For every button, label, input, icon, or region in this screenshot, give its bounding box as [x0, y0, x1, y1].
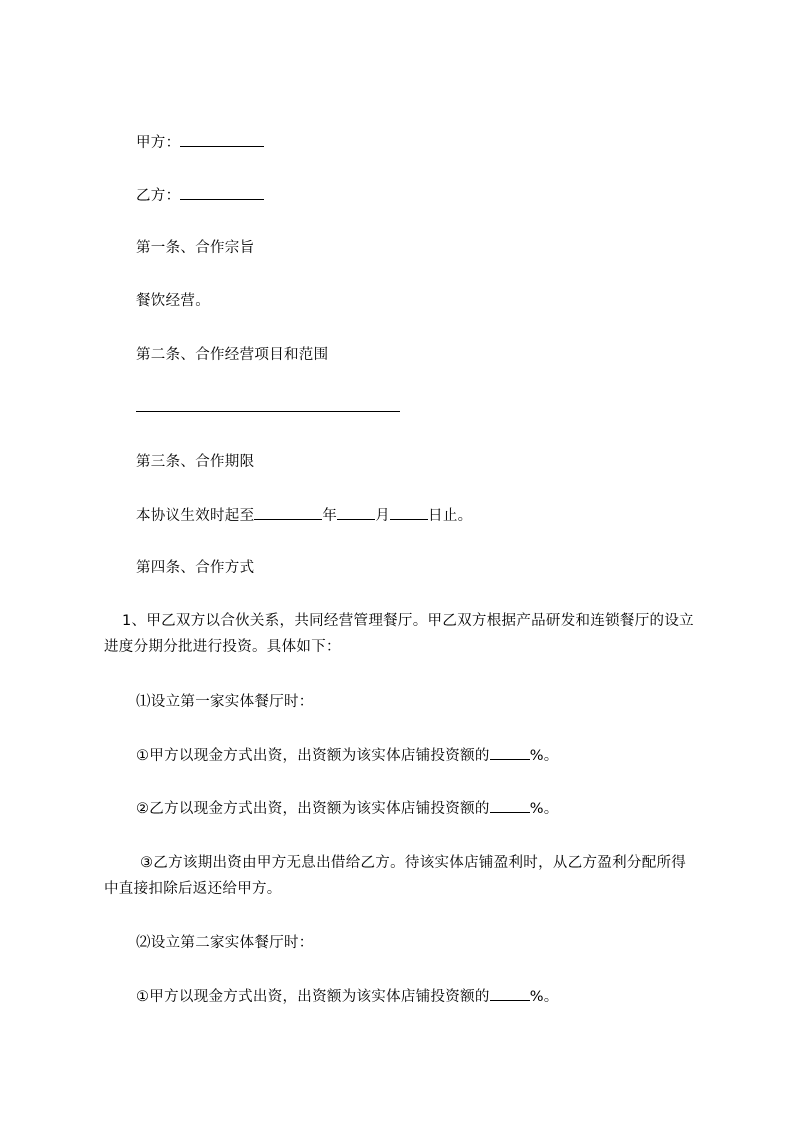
- year-label: 年: [322, 508, 338, 524]
- party-b-blank: [180, 185, 264, 200]
- sub1-b: [136, 798, 559, 819]
- article4-item1: [104, 608, 698, 660]
- article4-title: 第四条、合作方式: [136, 560, 255, 576]
- sub1-a-blank: [490, 745, 530, 760]
- sub2-a: [136, 986, 559, 1007]
- sub1-a-suffix: %。: [529, 748, 559, 764]
- article2-blank-line: [136, 411, 400, 412]
- month-blank: [337, 505, 375, 520]
- sub1-c-text: ③乙方该期出资由甲方无息出借给乙方。待该实体店铺盈利时，从乙方盈利分配所得中直接扣除后返还给甲方。: [104, 855, 687, 897]
- sub1-c: [104, 850, 698, 902]
- party-b-label: 乙方：: [136, 188, 181, 204]
- article2-title: 第二条、合作经营项目和范围: [136, 347, 329, 363]
- article3-title: 第三条、合作期限: [136, 454, 255, 470]
- sub2-a-text: ①甲方以现金方式出资，出资额为该实体店铺投资额的: [136, 989, 490, 1005]
- article1-title: 第一条、合作宗旨: [136, 240, 255, 256]
- party-a-label: 甲方：: [136, 135, 181, 151]
- article1-body: 餐饮经营。: [136, 293, 210, 309]
- party-b-line: [136, 185, 264, 206]
- day-blank: [390, 505, 428, 520]
- term-prefix: 本协议生效时起至: [136, 508, 255, 524]
- day-suffix: 日止。: [428, 508, 473, 524]
- sub1-a-text: ①甲方以现金方式出资，出资额为该实体店铺投资额的: [136, 748, 490, 764]
- party-a-line: [136, 132, 264, 153]
- month-label: 月: [375, 508, 391, 524]
- sub2-a-blank: [490, 986, 530, 1001]
- sub1-b-suffix: %。: [529, 801, 559, 817]
- article4-item1-text: 1、甲乙双方以合伙关系，共同经营管理餐厅。甲乙双方根据产品研发和连锁餐厅的设立进度分期分批进行投资。具体如下：: [104, 613, 694, 655]
- sub1-b-text: ②乙方以现金方式出资，出资额为该实体店铺投资额的: [136, 801, 490, 817]
- sub1-title: ⑴设立第一家实体餐厅时：: [136, 694, 314, 710]
- party-a-blank: [180, 132, 264, 147]
- sub1-a: [136, 745, 559, 766]
- article3-body: [136, 505, 472, 526]
- year-blank: [254, 505, 322, 520]
- sub2-title: ⑵设立第二家实体餐厅时：: [136, 935, 314, 951]
- sub2-a-suffix: %。: [529, 989, 559, 1005]
- sub1-b-blank: [490, 798, 530, 813]
